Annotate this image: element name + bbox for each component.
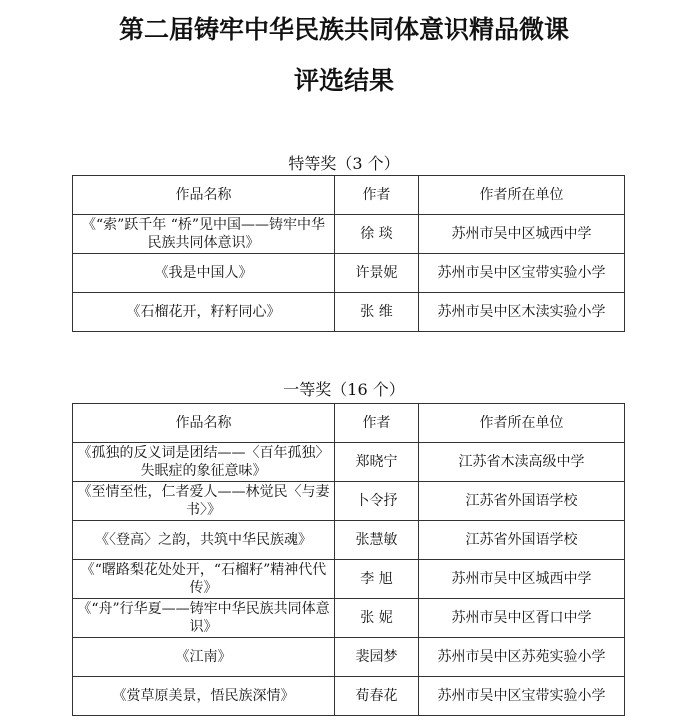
cell-author: 张 妮	[335, 599, 419, 638]
table-row	[73, 215, 625, 254]
cell-author: 张慧敏	[335, 521, 419, 560]
cell-unit: 苏州市吴中区胥口中学	[419, 599, 625, 638]
first-award-table	[72, 403, 625, 716]
table-header-row	[73, 404, 625, 443]
cell-unit: 苏州市吴中区木渎实验小学	[419, 293, 625, 332]
cell-author: 郑晓宁	[335, 443, 419, 482]
cell-work: 《“舟”行华夏——铸牢中华民族共同体意识》	[73, 599, 335, 638]
table-header-row	[73, 176, 625, 215]
table-row	[73, 254, 625, 293]
table-row	[73, 638, 625, 677]
cell-author: 张 维	[335, 293, 419, 332]
section-heading-first: 一等奖（16 个）	[283, 380, 405, 399]
cell-author: 卜令抒	[335, 482, 419, 521]
cell-unit: 江苏省外国语学校	[419, 521, 625, 560]
table-row	[73, 560, 625, 599]
table-row	[73, 599, 625, 638]
table-row	[73, 293, 625, 332]
cell-work: 《至情至性，仁者爱人——林觉民〈与妻书〉》	[73, 482, 335, 521]
header-author: 作者	[335, 176, 419, 215]
cell-unit: 苏州市吴中区宝带实验小学	[419, 254, 625, 293]
cell-author: 李 旭	[335, 560, 419, 599]
cell-work: 《孤独的反义词是团结——〈百年孤独〉失眠症的象征意味》	[73, 443, 335, 482]
cell-unit: 江苏省外国语学校	[419, 482, 625, 521]
cell-work: 《“曙路梨花处处开，“石榴籽”精神代代传》	[73, 560, 335, 599]
table-row	[73, 482, 625, 521]
cell-work: 《“索”跃千年 “桥”见中国——铸牢中华民族共同体意识》	[73, 215, 335, 254]
cell-author: 荀春花	[335, 677, 419, 716]
cell-unit: 苏州市吴中区宝带实验小学	[419, 677, 625, 716]
special-award-table	[72, 175, 625, 332]
section-heading-special: 特等奖（3 个）	[288, 154, 400, 173]
header-unit: 作者所在单位	[419, 176, 625, 215]
cell-author: 许景妮	[335, 254, 419, 293]
header-unit: 作者所在单位	[419, 404, 625, 443]
cell-unit: 苏州市吴中区城西中学	[419, 215, 625, 254]
cell-author: 裴园梦	[335, 638, 419, 677]
cell-work: 《石榴花开，籽籽同心》	[73, 293, 335, 332]
document-title-line2: 评选结果	[293, 66, 394, 95]
cell-unit: 苏州市吴中区城西中学	[419, 560, 625, 599]
cell-work: 《〈登高〉之韵，共筑中华民族魂》	[73, 521, 335, 560]
table-row	[73, 521, 625, 560]
header-work: 作品名称	[73, 176, 335, 215]
header-author: 作者	[335, 404, 419, 443]
cell-unit: 江苏省木渎高级中学	[419, 443, 625, 482]
cell-work: 《江南》	[73, 638, 335, 677]
cell-author: 徐 琰	[335, 215, 419, 254]
cell-work: 《赏草原美景，悟民族深情》	[73, 677, 335, 716]
header-work: 作品名称	[73, 404, 335, 443]
table-row	[73, 677, 625, 716]
cell-unit: 苏州市吴中区苏苑实验小学	[419, 638, 625, 677]
document-title-line1: 第二届铸牢中华民族共同体意识精品微课	[118, 15, 569, 44]
table-row	[73, 443, 625, 482]
cell-work: 《我是中国人》	[73, 254, 335, 293]
